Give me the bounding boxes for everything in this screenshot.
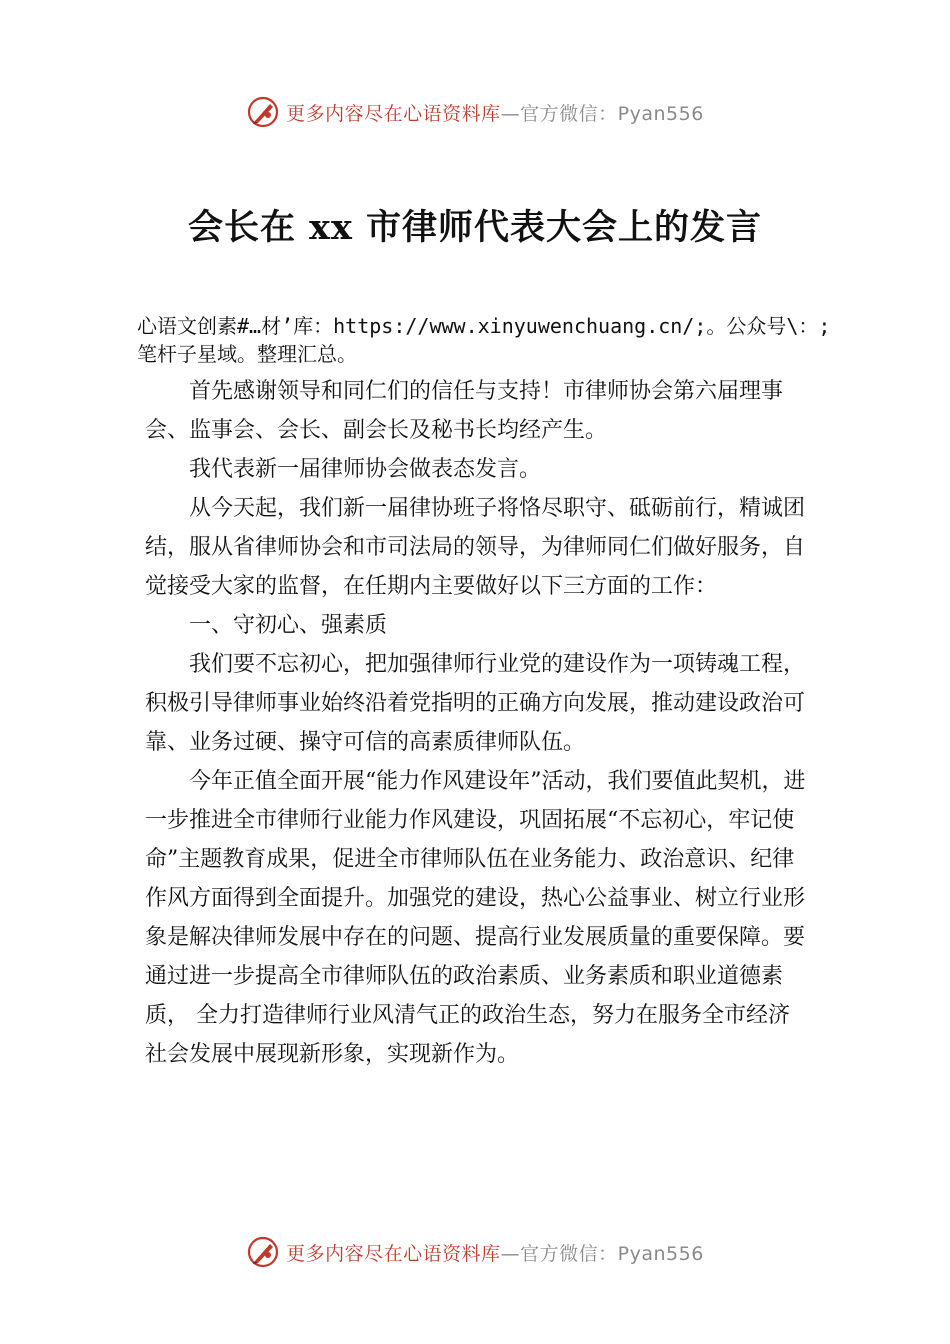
source-note: 心语文创素#…材’库：https://www.xinyuwenchuang.cn/;。公众号\：;笔杆子星域。整理汇总。	[137, 314, 831, 366]
paragraph: 今年正值全面开展“能力作风建设年”活动，我们要值此契机，进一步推进全市律师行业能力作风建设，巩固拓展“不忘初心，牢记使命”主题教育成果，促进全市律师队伍在业务能力、政治意识、纪律作风方面得到全面提升。加强党的建设，热心公益事业、树立行业形象是解决律师发展中存在的问题、提高行业发展质量的重要保障。要通过进一步提高全市律师队伍的政治素质、业务素质和职业道德素质， 全力打造律师行业风清气正的政治生态，努力在服务全市经济社会发展中展现新形象，实现新作为。	[145, 769, 806, 1067]
banner-text	[286, 1239, 704, 1266]
paragraph: 我代表新一届律师协会做表态发言。	[189, 457, 542, 482]
banner-dash: —	[500, 102, 521, 125]
document-title: 会长在 xx 市律师代表大会上的发言	[187, 207, 763, 248]
banner-main-text: 更多内容尽在心语资料库	[286, 1242, 501, 1265]
document-body	[145, 372, 810, 1074]
section-heading: 一、守初心、强素质	[189, 613, 388, 638]
pen-logo-icon	[246, 1235, 280, 1269]
footer-banner	[0, 1232, 950, 1272]
pen-logo-icon	[246, 95, 280, 129]
banner-dash: —	[500, 1242, 521, 1265]
paragraph: 我们要不忘初心，把加强律师行业党的建设作为一项铸魂工程，积极引导律师事业始终沿着党指明的正确方向发展，推动建设政治可靠、业务过硬、操守可信的高素质律师队伍。	[145, 652, 806, 755]
paragraph: 从今天起，我们新一届律协班子将恪尽职守、砥砺前行，精诚团结，服从省律师协会和市司法局的领导，为律师同仁们做好服务，自觉接受大家的监督，在任期内主要做好以下三方面的工作：	[145, 496, 806, 599]
header-banner	[0, 92, 950, 132]
banner-main-text: 更多内容尽在心语资料库	[286, 102, 501, 125]
banner-text	[286, 99, 704, 126]
paragraph: 首先感谢领导和同仁们的信任与支持！市律师协会第六届理事会、监事会、会长、副会长及秘书长均经产生。	[145, 379, 784, 443]
banner-wechat-text: 官方微信：Pyan556	[520, 1242, 704, 1265]
banner-wechat-text: 官方微信：Pyan556	[520, 102, 704, 125]
